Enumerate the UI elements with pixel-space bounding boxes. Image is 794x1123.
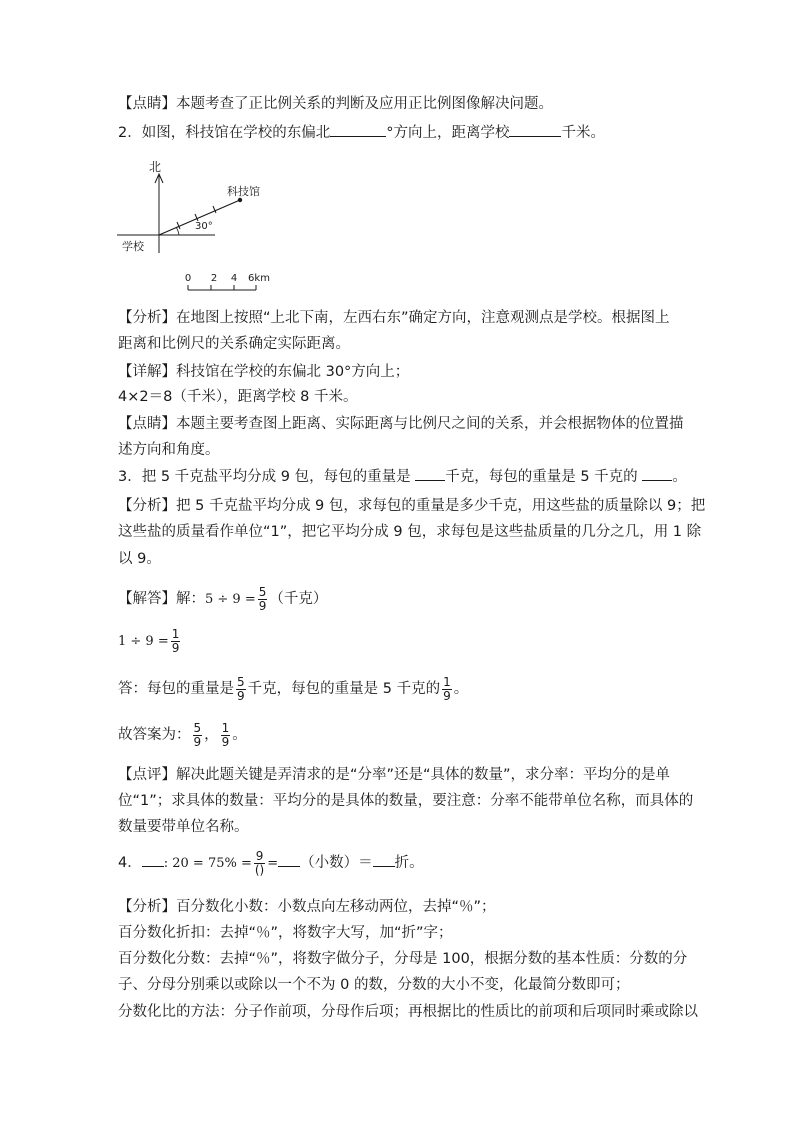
scale-tick-label: 2 [210, 273, 218, 284]
answer-line: 答：每包的重量是 $\frac{5}{9}$ 千克，每包的重量是 5 千克的 $\frac{1}{9}$ 。 [118, 674, 469, 703]
detail-line: 【详解】科技馆在学校的东偏北 30°方向上； [118, 364, 410, 380]
question-2: 2．如图，科技馆在学校的东偏北 °方向上，距离学校 千米。 [118, 121, 688, 144]
fraction: $\frac{5}{9}$ [258, 584, 267, 613]
analysis-line: 分数化比的方法：分子作前项，分母作后项；再根据比的性质比的前项和后项同时乘或除以 [118, 1004, 698, 1020]
fraction: $\frac{1}{9}$ [221, 720, 230, 749]
scale-tick-label: 6km [248, 273, 270, 284]
solution-line: 1 ÷ 9 = $\frac{1}{9}$ [118, 626, 180, 655]
comment-line: 【点评】解决此题关键是弄清求的是“分率”还是“具体的数量”，求分率：平均分的是单 [118, 767, 671, 783]
fraction: $\frac{9}{()}$ [254, 848, 265, 877]
fraction: $\frac{1}{9}$ [443, 674, 451, 703]
note-line: 【点睛】本题考查了正比例关系的判断及应用正比例图像解决问题。 [118, 96, 553, 112]
analysis-line: 这些盐的质量看作单位“1”，把它平均分成 9 包，求每包是这些盐质量的几分之几，用 1 除 [118, 524, 702, 540]
question-4: 4． : 20 = 75% = $\frac{9}{()}$ = （小数）＝ 折。 [118, 848, 424, 877]
answer-blank [415, 465, 445, 481]
fraction: $\frac{5}{9}$ [193, 720, 202, 749]
analysis-line: 距离和比例尺的关系确定实际距离。 [118, 336, 350, 352]
analysis-line: 百分数化折扣：去掉“％”，将数字大写，加“折”字； [118, 925, 453, 941]
analysis-line: 以 9。 [118, 551, 161, 567]
question-3: 3．把 5 千克盐平均分成 9 包，每包的重量是 千克，每包的重量是 5 千克的 。 [118, 465, 688, 488]
analysis-line: 【分析】在地图上按照“上北下南，左西右东”确定方向，注意观测点是学校。根据图上 [118, 310, 670, 326]
solution-line: 【解答】解：5 ÷ 9 = $\frac{5}{9}$ （千克） [118, 584, 328, 613]
analysis-line: 【分析】百分数化小数：小数点向左移动两位，去掉“％”； [118, 899, 496, 915]
scale-tick-label: 0 [184, 273, 192, 284]
answer-blank [278, 851, 300, 867]
analysis-line: 百分数化分数：去掉“％”，将数字做分子，分母是 100，根据分数的基本性质：分数的分 [118, 951, 688, 967]
scale-tick-label: 4 [230, 273, 238, 284]
angle-label: 30° [195, 221, 213, 232]
museum-label: 科技馆 [227, 185, 260, 198]
direction-figure [115, 153, 285, 293]
museum-point [238, 198, 242, 202]
note-line: 【点睛】本题主要考查图上距离、实际距离与比例尺之间的关系，并会根据物体的位置描 [118, 416, 684, 432]
note-line: 述方向和角度。 [118, 442, 220, 458]
school-label: 学校 [122, 240, 144, 253]
answer-blank [142, 851, 164, 867]
answer-blank [509, 121, 561, 137]
answer-blank [330, 121, 386, 137]
analysis-line: 【分析】把 5 千克盐平均分成 9 包，求每包的重量是多少千克，用这些盐的质量除以 9；把 [118, 498, 706, 514]
fraction: $\frac{5}{9}$ [237, 674, 245, 703]
fraction: $\frac{1}{9}$ [171, 626, 180, 655]
comment-line: 位“1”；求具体的数量：平均分的是具体的数量，要注意：分率不能带单位名称，而具体的 [118, 793, 694, 809]
answer-blank [373, 851, 395, 867]
detail-line: 4×2＝8（千米），距离学校 8 千米。 [118, 389, 358, 405]
comment-line: 数量要带单位名称。 [118, 819, 249, 835]
answer-blank [642, 465, 672, 481]
analysis-line: 子、分母分别乘以或除以一个不为 0 的数，分数的大小不变，化最简分数即可； [118, 977, 630, 993]
north-label: 北 [148, 160, 162, 174]
final-answer-line: 故答案为： $\frac{5}{9}$ ， $\frac{1}{9}$ 。 [118, 720, 247, 749]
